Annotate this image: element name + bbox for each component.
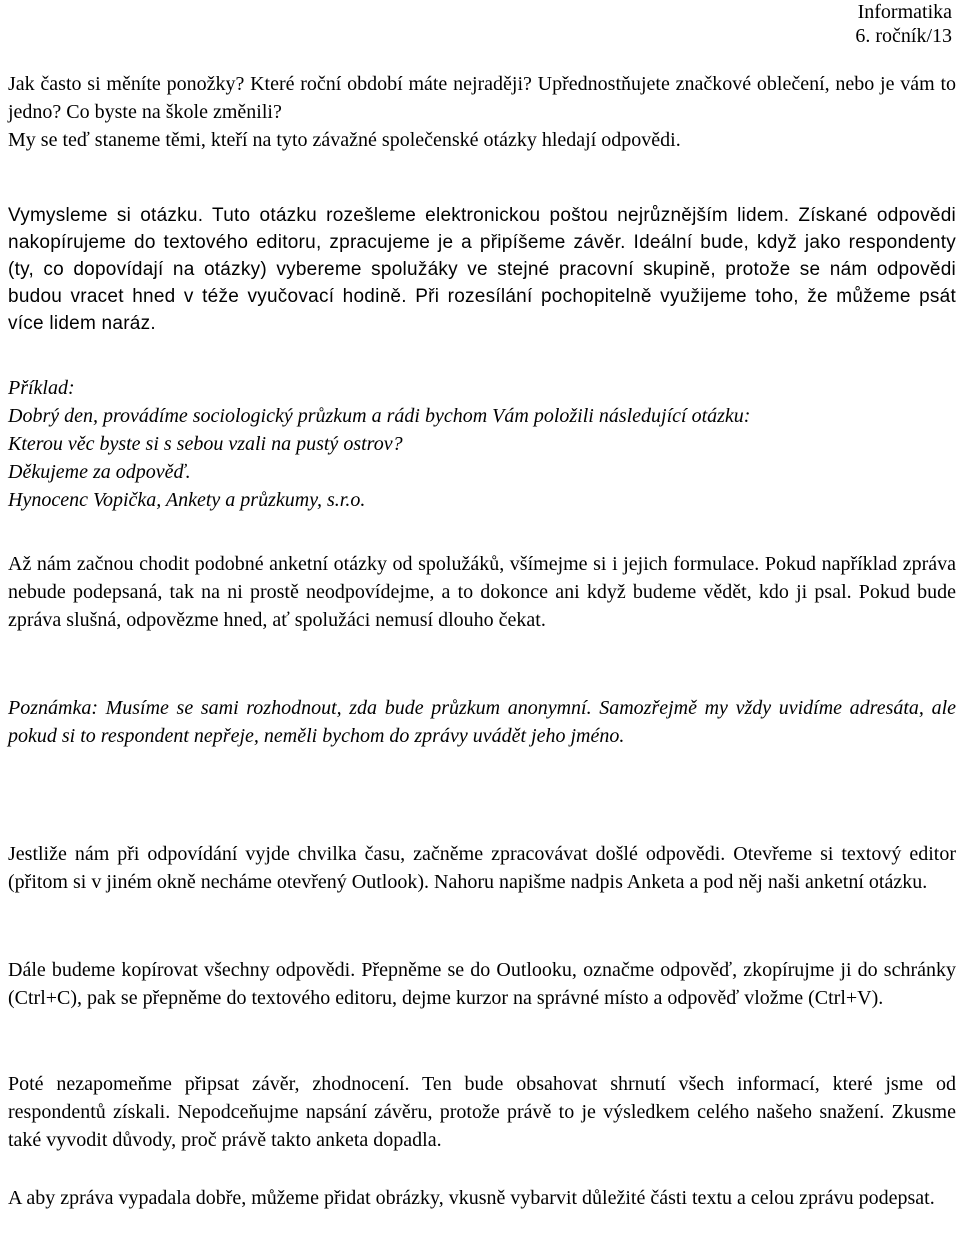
header-subject: Informatika [857,1,952,23]
intro-questions [8,70,956,154]
replies-paragraph [8,550,956,634]
intro-paragraph: Jak často si měníte ponožky? Které roční období máte nejraději? Upřednostňujete značkové oblečení, nebo je vám to jedno? Co byste na škole změnili? [8,73,956,123]
example-thanks: Děkujeme za odpověď. [8,461,191,483]
processing-para-4 [8,1184,956,1212]
example-question: Kterou věc byste si s sebou vzali na pustý ostrov? [8,433,403,455]
document-page [8,0,956,1241]
header-grade-page: 6. ročník/13 [855,25,952,47]
processing-para-2 [8,956,956,1012]
method-text: Vymysleme si otázku. Tuto otázku rozešleme elektronickou poštou nejrůznějším lidem. Získané odpovědi nakopírujeme do textového editoru, zpracujeme je a připíšeme závěr. Ideální bude, když jako respondenty (ty, co dopovídají na otázky) vybereme spolužáky ve stejné pracovní skupině, protože se nám odpovědi budou vracet hned v téže vyučovací hodině. Při rozesílání pochopitelně využijeme toho, že můžeme psát více lidem naráz. [8,205,956,334]
example-block [8,374,956,514]
processing-para-1 [8,840,956,896]
processing-text-4: A aby zpráva vypadala dobře, můžeme přidat obrázky, vkusně vybarvit důležité části textu a celou zprávu podepsat. [8,1187,935,1209]
method-paragraph [8,202,956,337]
example-signature: Hynocenc Vopička, Ankety a průzkumy, s.r.o. [8,489,366,511]
processing-text-1: Jestliže nám při odpovídání vyjde chvilka času, začněme zpracovávat došlé odpovědi. Otevřeme si textový editor (přitom si v jiném okně necháme otevřený Outlook). Nahoru napišme nadpis Anketa a pod něj naši anketní otázku. [8,843,956,893]
example-greeting: Dobrý den, provádíme sociologický průzkum a rádi bychom Vám položili následující otázku: [8,405,751,427]
note-paragraph [8,694,956,750]
processing-text-2: Dále budeme kopírovat všechny odpovědi. Přepněme se do Outlooku, označme odpověď, zkopírujme ji do schránky (Ctrl+C), pak se přepněme do textového editoru, dejme kurzor na správné místo a odpověď vložme (Ctrl+V). [8,959,956,1009]
note-text: Poznámka: Musíme se sami rozhodnout, zda bude průzkum anonymní. Samozřejmě my vždy uvidíme adresáta, ale pokud si to respondent nepřeje, neměli bychom do zprávy uvádět jeho jméno. [8,697,956,747]
page-header [855,0,952,48]
example-label: Příklad: [8,377,75,399]
intro-statement: My se teď staneme těmi, kteří na tyto závažné společenské otázky hledají odpovědi. [8,129,681,151]
processing-text-3: Poté nezapomeňme připsat závěr, zhodnocení. Ten bude obsahovat shrnutí všech informací, které jsme od respondentů získali. Nepodceňujme napsání závěru, protože právě to je výsledkem celého našeho snažení. Zkusme také vyvodit důvody, proč právě takto anketa dopadla. [8,1073,956,1151]
processing-para-3 [8,1070,956,1154]
replies-text: Až nám začnou chodit podobné anketní otázky od spolužáků, všímejme si i jejich formulace. Pokud například zpráva nebude podepsaná, tak na ni prostě neodpovídejme, a to dokonce ani když budeme vědět, kdo ji psal. Pokud bude zpráva slušná, odpovězme hned, ať spolužáci nemusí dlouho čekat. [8,553,956,631]
